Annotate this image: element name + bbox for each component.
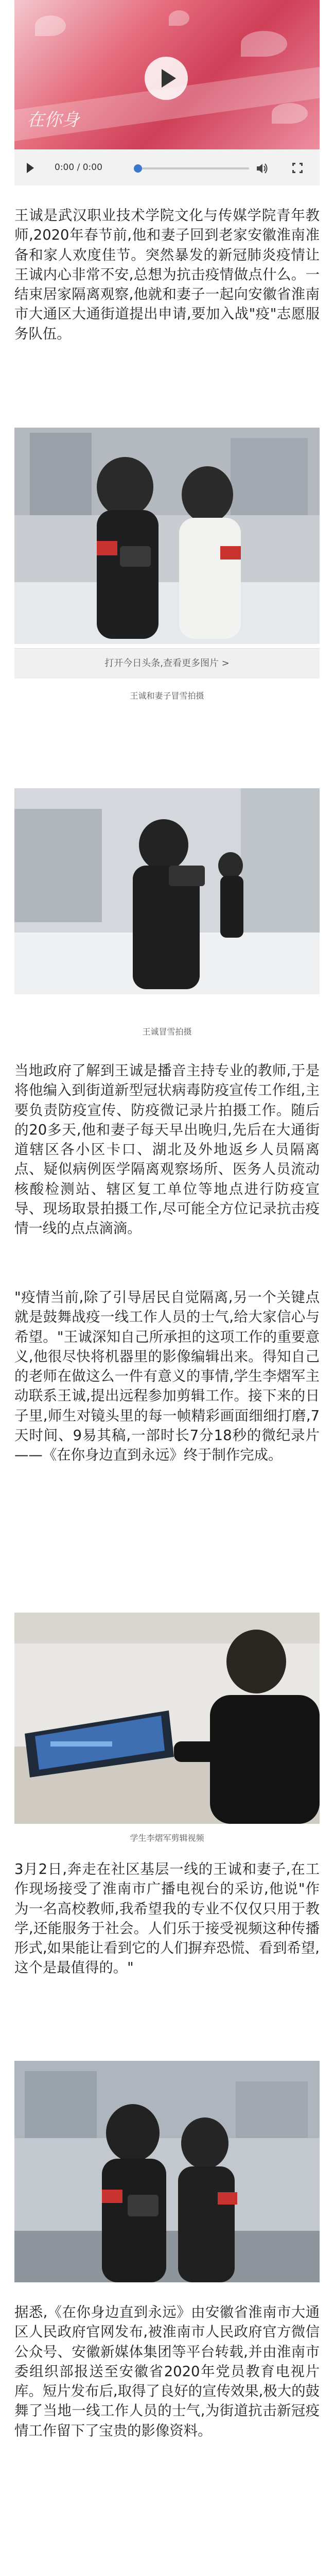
volume-icon[interactable] <box>255 162 269 175</box>
video-controls <box>14 155 320 182</box>
video-time: 0:00 / 0:00 <box>55 162 102 173</box>
open-toutiao-link[interactable]: 打开今日头条,查看更多图片 > <box>14 648 320 679</box>
video-watermark: 在你身 <box>27 110 79 130</box>
fullscreen-icon[interactable] <box>292 163 303 173</box>
video-thumbnail[interactable] <box>14 0 320 149</box>
article-paragraph-2: 当地政府了解到王诚是播音主持专业的教师,于是将他编入到街道新型冠状病毒防疫宣传工作组,主要负责防疫宣传、防疫微记录片拍摄工作。随后的20多天,他和妻子每天早出晚归,先后在大通街道辖区各小区卡口、湖北及外地返乡人员隔离点、疑似病例医学隔离观察场所、医务人员流动核酸检测站、辖区复工单位等地点进行防疫宣导、现场取景拍摄工作,尽可能全方位记录抗击疫情一线的点点滴滴。 <box>14 1063 320 1237</box>
photo-filming-in-snow[interactable] <box>14 788 320 994</box>
article-paragraph-3: "疫情当前,除了引导居民自觉隔离,另一个关键点就是鼓舞战疫一线工作人员的士气,给大家信心与希望。"王诚深知自己所承担的这项工作的重要意义,他很尽快将机器里的影像编辑出来。得知自己的老师在做这么一件有意义的事情,学生李熠军主动联系王诚,提出远程参加剪辑工作。接下来的日子里,师生对镜头里的每一帧精彩画面细细打磨,7天时间、9易其稿,一部时长7分18秒的微纪录片——《在你身边直到永远》终于制作完成。 <box>14 1290 320 1464</box>
play-icon[interactable] <box>145 57 188 100</box>
progress-track[interactable] <box>136 167 249 170</box>
photo-caption-2: 王诚冒雪拍摄 <box>142 1027 192 1037</box>
article-paragraph-1: 王诚是武汉职业技术学院文化与传媒学院青年教师,2020年春节前,他和妻子回到老家安徽淮南准备和家人欢度佳节。突然暴发的新冠肺炎疫情让王诚内心非常不安,总想为抗击疫情做点什么。一结束居家隔离观察,他就和妻子一起向安徽省淮南市大通区大通街道提出申请,要加入战"疫"志愿服务队伍。 <box>14 208 320 342</box>
video-player[interactable] <box>14 0 320 185</box>
article-paragraph-4: 3月2日,奔走在社区基层一线的王诚和妻子,在工作现场接受了淮南市广播电视台的采访,他说"作为一名高校教师,我希望我的专业不仅仅只用于教学,还能服务于社会。人们乐于接受视频这种传播形式,如果能让看到它的人们摒弃恐慌、看到希望,这个是最值得的。" <box>14 1861 320 1976</box>
photo-couple-with-cameras[interactable] <box>14 2061 320 2282</box>
photo-student-editing[interactable] <box>14 1613 320 1824</box>
progress-knob[interactable] <box>134 164 142 173</box>
photo-caption-1: 王诚和妻子冒雪拍摄 <box>130 691 204 701</box>
article-paragraph-5: 据悉,《在你身边直到永远》由安徽省淮南市大通区人民政府官网发布,被淮南市人民政府官方微信公众号、安徽新媒体集团等平台转载,并由淮南市委组织部报送至安徽省2020年党员教育电视片库。短片发布后,取得了良好的宣传效果,极大的鼓舞了当地一线工作人员的士气,为街道抗击新冠疫情工作留下了宝贵的影像资料。 <box>14 2304 320 2439</box>
photo-caption-3: 学生李熠军剪辑视频 <box>130 1833 204 1843</box>
photo-couple-in-snow[interactable] <box>14 428 320 644</box>
play-control-icon[interactable] <box>27 163 34 173</box>
